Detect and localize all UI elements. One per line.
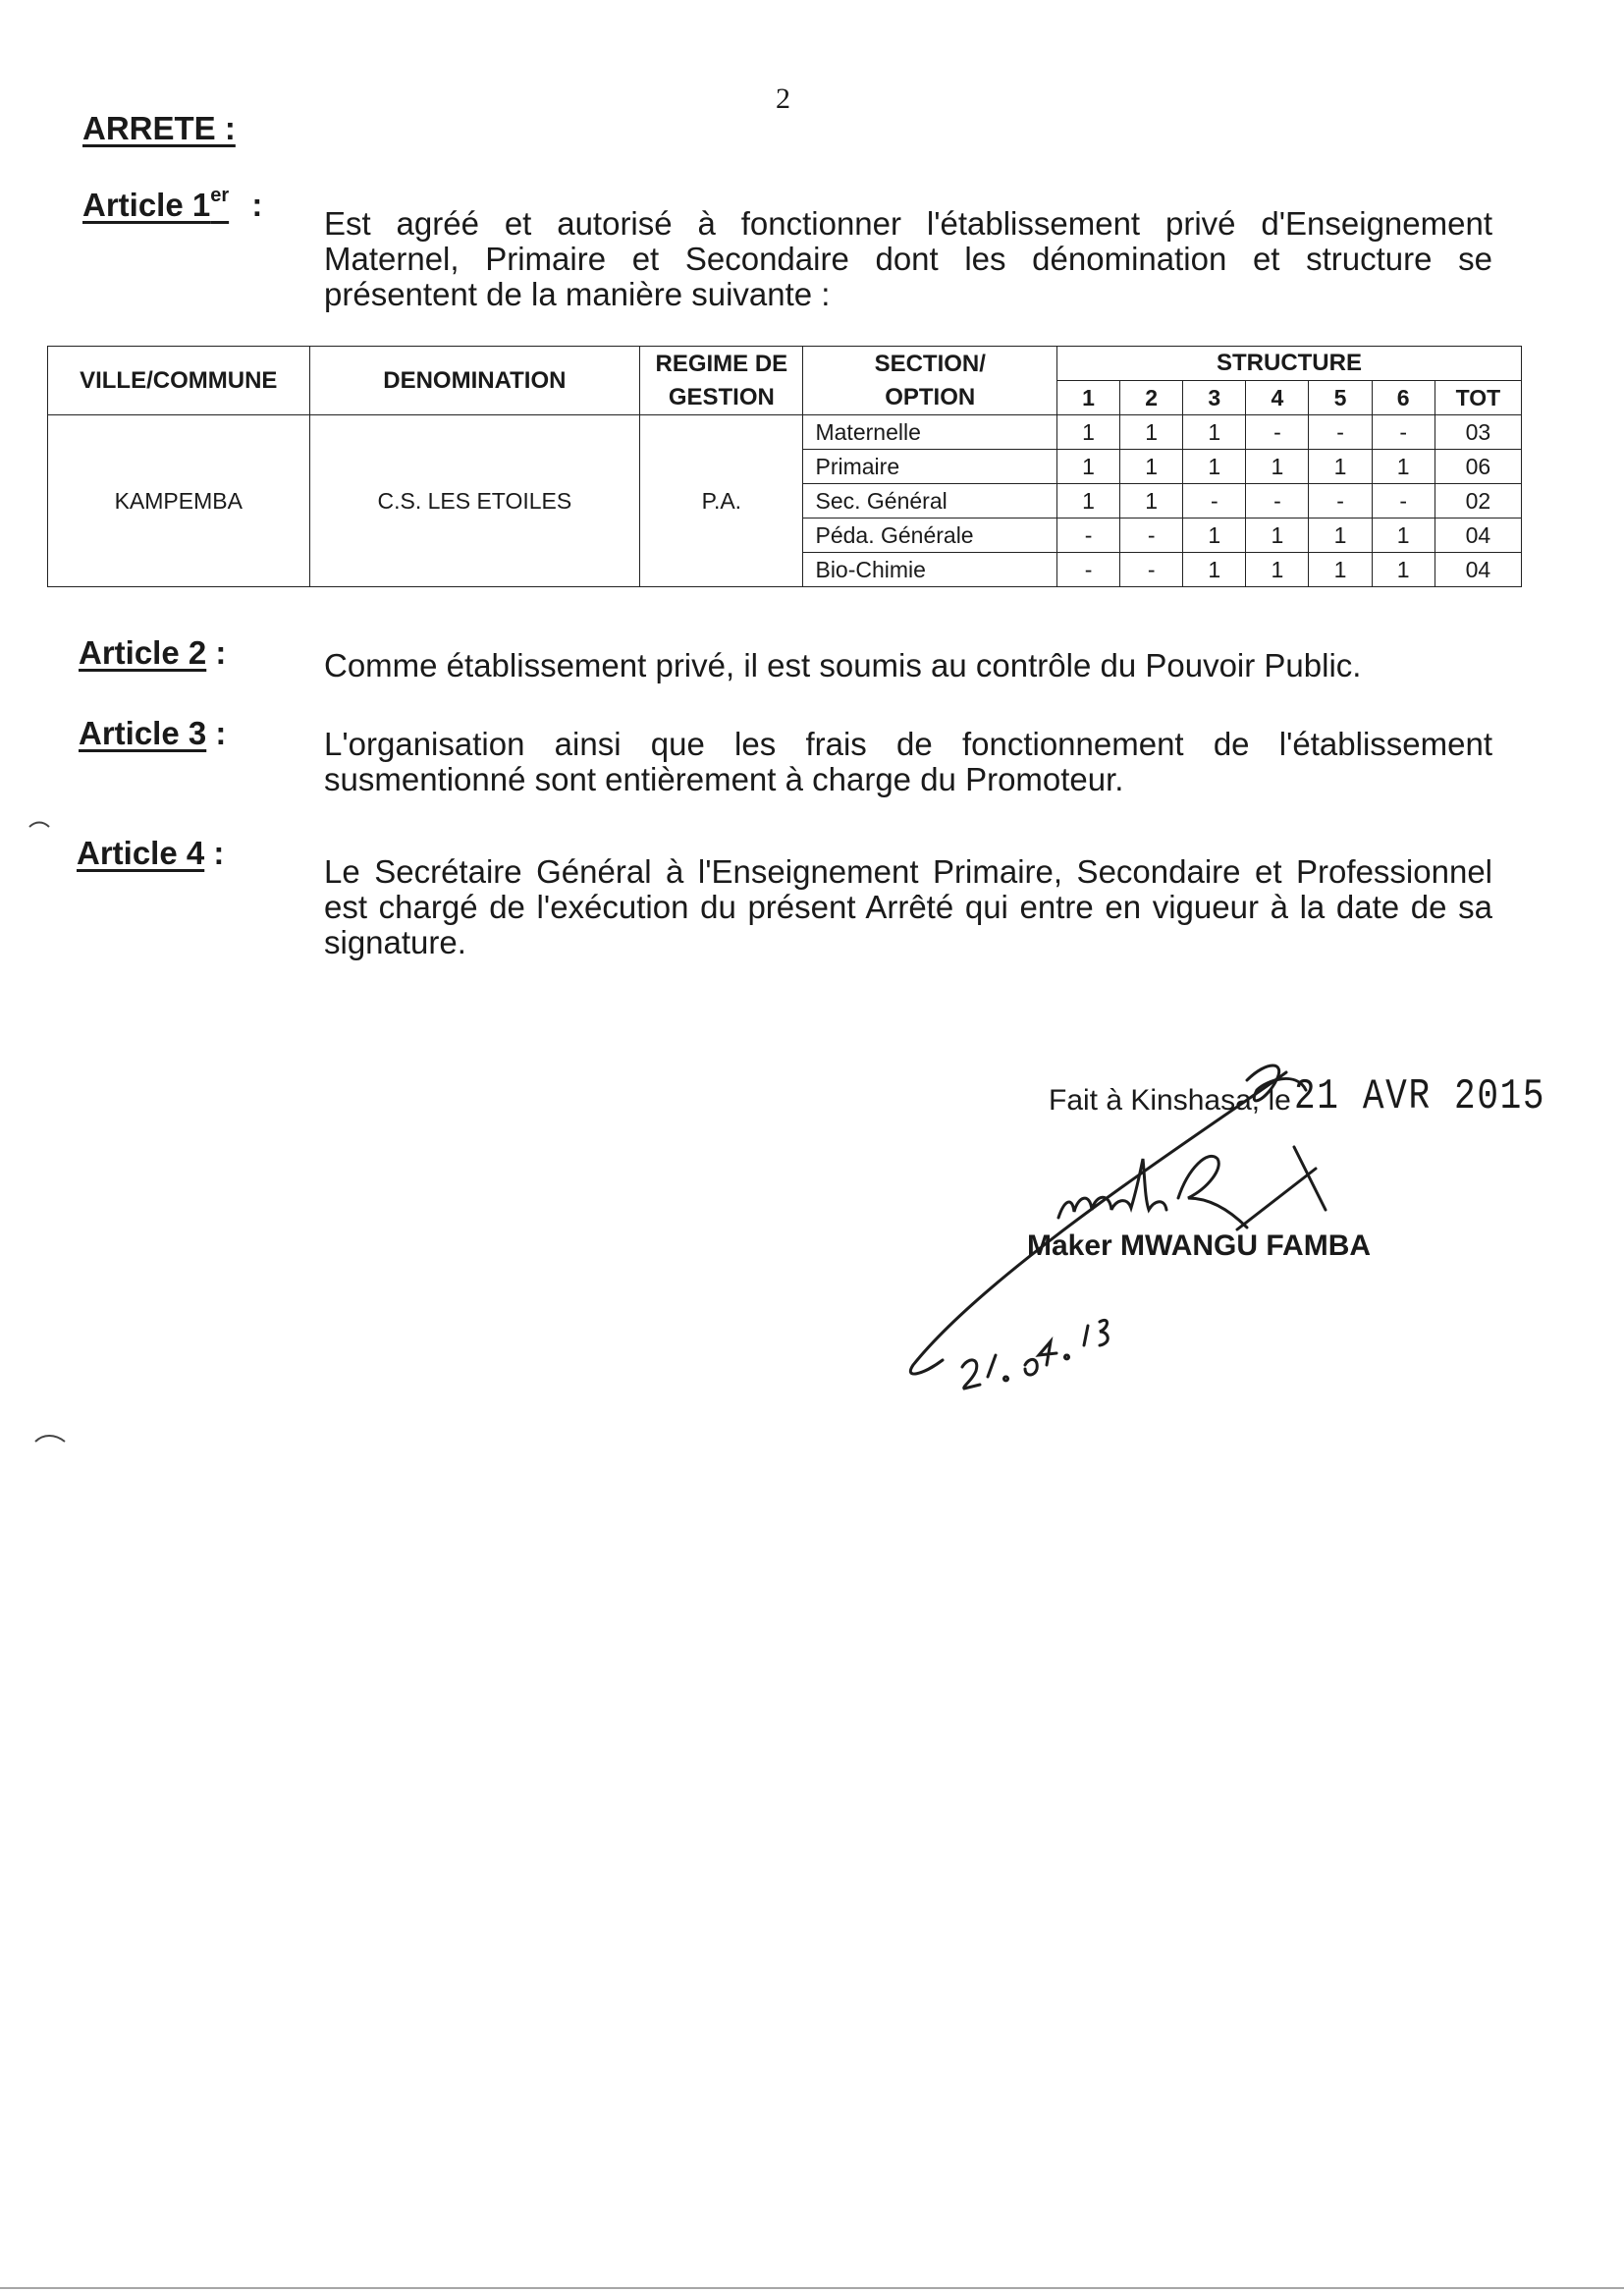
cell-value: - <box>1183 484 1246 519</box>
article-4-text: Le Secrétaire Général à l'Enseignement Primaire, Secondaire et Professionnel est chargé de l'exécution du présent Arrêté qui entre en vigueur à la date de sa signature. <box>324 853 1492 960</box>
cell-value: - <box>1246 484 1309 519</box>
article-3-label-text: Article 3 <box>79 715 207 751</box>
cell-value: - <box>1309 484 1372 519</box>
cell-value: 1 <box>1183 553 1246 587</box>
cell-regime: P.A. <box>640 415 803 587</box>
date-stamp: 21 AVR 2015 <box>1294 1072 1546 1121</box>
signature-stroke <box>1058 1159 1166 1218</box>
cell-value: 1 <box>1372 450 1435 484</box>
header-level-5: 5 <box>1309 381 1372 415</box>
table-row <box>48 415 1522 450</box>
header-section <box>803 347 1057 415</box>
article-1-label-sup: er <box>210 185 230 206</box>
page-number: 2 <box>776 82 790 115</box>
article-1-label-text: Article 1 <box>82 187 211 223</box>
cell-value: - <box>1056 519 1119 553</box>
header-level-2: 2 <box>1120 381 1183 415</box>
article-3-text: L'organisation ainsi que les frais de fonctionnement de l'établissement susmentionné sont entièrement à charge du Promoteur. <box>324 726 1492 797</box>
cell-value: 1 <box>1120 450 1183 484</box>
cell-denomination: C.S. LES ETOILES <box>309 415 640 587</box>
cell-value: 1 <box>1183 519 1246 553</box>
header-level-4: 4 <box>1246 381 1309 415</box>
header-level-1: 1 <box>1056 381 1119 415</box>
cell-value: - <box>1120 553 1183 587</box>
cell-total: 04 <box>1435 519 1521 553</box>
header-structure: STRUCTURE <box>1056 347 1521 381</box>
cell-value: 1 <box>1246 519 1309 553</box>
header-level-3: 3 <box>1183 381 1246 415</box>
header-level-tot: TOT <box>1435 381 1521 415</box>
article-2-separator: : <box>215 634 227 671</box>
cell-value: 1 <box>1120 484 1183 519</box>
cell-value: 1 <box>1372 519 1435 553</box>
article-1-label <box>82 187 262 224</box>
article-2-label-text: Article 2 <box>79 634 207 671</box>
cell-value: - <box>1372 484 1435 519</box>
cell-value: 1 <box>1309 450 1372 484</box>
signature-stroke <box>1237 1169 1316 1229</box>
header-ville: VILLE/COMMUNE <box>48 347 310 415</box>
signature-stroke <box>1178 1156 1247 1228</box>
header-denomination: DENOMINATION <box>309 347 640 415</box>
signature-stroke <box>1294 1147 1326 1210</box>
cell-total: 03 <box>1435 415 1521 450</box>
structure-table <box>47 346 1522 587</box>
handwritten-date-strokes <box>962 1320 1108 1389</box>
header-regime-line1: REGIME DE <box>655 350 788 377</box>
article-1-separator: : <box>251 187 263 223</box>
article-3-label <box>79 715 226 752</box>
article-2-label <box>79 634 226 672</box>
signature-stroke <box>910 1072 1286 1374</box>
cell-value: 1 <box>1183 415 1246 450</box>
cell-total: 04 <box>1435 553 1521 587</box>
cell-value: 1 <box>1056 484 1119 519</box>
cell-value: 1 <box>1056 415 1119 450</box>
cell-section: Sec. Général <box>803 484 1057 519</box>
article-3-separator: : <box>215 715 227 751</box>
cell-total: 06 <box>1435 450 1521 484</box>
cell-value: 1 <box>1246 450 1309 484</box>
cell-value: 1 <box>1372 553 1435 587</box>
article-4-label <box>77 835 224 872</box>
article-4-separator: : <box>213 835 225 871</box>
cell-value: - <box>1056 553 1119 587</box>
cell-ville: KAMPEMBA <box>48 415 310 587</box>
signatory-name: Maker MWANGU FAMBA <box>1027 1229 1372 1262</box>
cell-value: 1 <box>1309 553 1372 587</box>
cell-value: 1 <box>1246 553 1309 587</box>
arrete-heading: ARRETE : <box>82 110 236 146</box>
cell-total: 02 <box>1435 484 1521 519</box>
cell-value: - <box>1372 415 1435 450</box>
cell-section: Primaire <box>803 450 1057 484</box>
cell-value: 1 <box>1183 450 1246 484</box>
cell-section: Péda. Générale <box>803 519 1057 553</box>
cell-section: Bio-Chimie <box>803 553 1057 587</box>
scan-mark <box>35 1436 65 1442</box>
header-section-line1: SECTION/ <box>874 350 986 377</box>
cell-value: - <box>1120 519 1183 553</box>
cell-section: Maternelle <box>803 415 1057 450</box>
cell-value: - <box>1309 415 1372 450</box>
header-level-6: 6 <box>1372 381 1435 415</box>
place-line: Fait à Kinshasa, le <box>1049 1084 1291 1117</box>
scan-mark <box>29 823 49 828</box>
table-header-row-1 <box>48 347 1522 381</box>
header-regime-line2: GESTION <box>668 383 775 410</box>
article-2-text: Comme établissement privé, il est soumis au contrôle du Pouvoir Public. <box>324 647 1362 683</box>
article-4-label-text: Article 4 <box>77 835 205 871</box>
article-1-text: Est agréé et autorisé à fonctionner l'établissement privé d'Enseignement Maternel, Primaire et Secondaire dont les dénomination et structure se présentent de la manière suivante : <box>324 205 1492 312</box>
cell-value: 1 <box>1056 450 1119 484</box>
cell-value: 1 <box>1120 415 1183 450</box>
cell-value: - <box>1246 415 1309 450</box>
cell-value: 1 <box>1309 519 1372 553</box>
header-section-line2: OPTION <box>885 383 976 410</box>
header-regime <box>640 347 803 415</box>
